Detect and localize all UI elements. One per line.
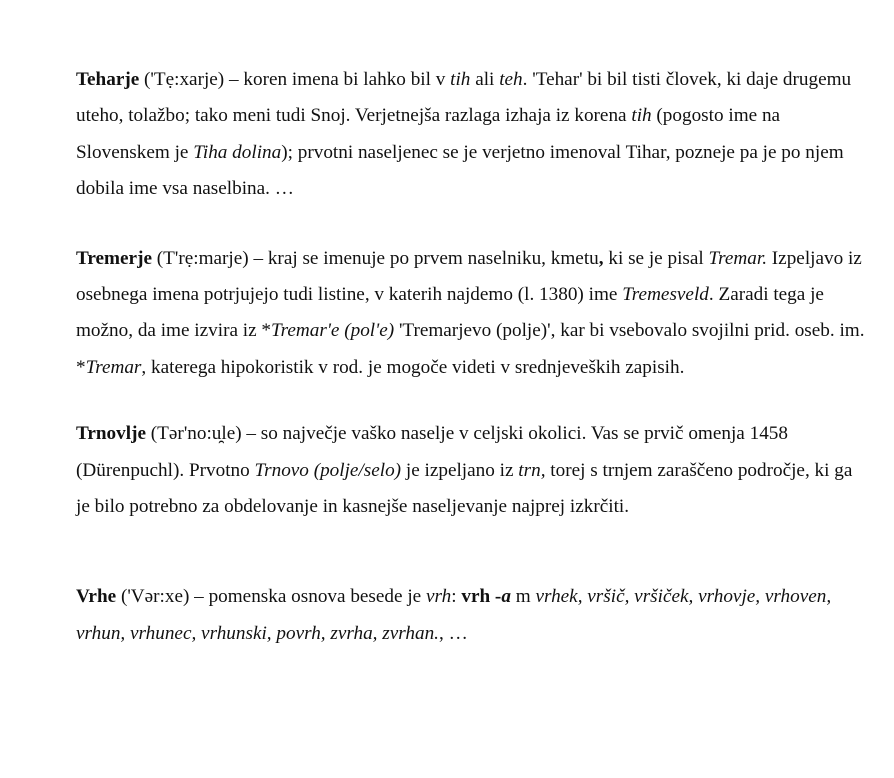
text-segment: Tremar. [708, 247, 767, 269]
entry-headword: Vrhe [76, 586, 117, 608]
text-segment: Izpeljavo iz osebnega imena potrjujejo tudi listine, v katerih najdemo (l. 1380) ime [76, 247, 862, 306]
text-segment: : [451, 586, 462, 608]
entry-headword: Tremerje [76, 247, 152, 269]
text-segment: teh [499, 69, 523, 90]
text-segment: ki se je pisal [603, 247, 709, 269]
text-segment: (pogosto ime na Slovenskem je [76, 105, 781, 163]
text-segment: Tremesveld [622, 284, 709, 306]
text-segment: Tremar'e (pol'e) [271, 320, 395, 342]
text-segment: ali [470, 69, 500, 90]
entry-teharje [76, 62, 866, 208]
text-segment: Trnovo (polje/selo) [254, 459, 402, 481]
text-segment: tih [631, 105, 652, 127]
text-segment: tih [450, 69, 471, 90]
text-segment: (Tər'no:u̯le) – so največje vaško naselje v celjski okolici. Vas se prvič omenja 1458 (Dürenpuchl). Prvotno [76, 423, 788, 481]
text-segment: vrhek, vršič, vršiček, vrhovje, vrhoven, vrhun, vrhunec, vrhunski, povrh, zvrha, zvrhan. [76, 586, 832, 644]
entry-text [76, 423, 852, 517]
entry-tremerje [76, 241, 866, 387]
text-segment: a [501, 586, 511, 608]
text-segment: , … [438, 622, 468, 644]
entry-trnovlje [76, 416, 866, 525]
text-segment: ('Vər:xe) – pomenska osnova besede je [116, 586, 426, 608]
entry-text [76, 586, 831, 643]
text-segment: vrh - [461, 586, 502, 608]
entry-text [76, 248, 865, 378]
text-segment: ('Tẹ:xarje) – koren imena bi lahko bil v [139, 69, 451, 90]
text-segment: (T'rẹ:marje) – kraj se imenuje po prvem naselniku, kmetu [151, 247, 599, 269]
text-segment: je izpeljano iz [401, 459, 519, 481]
text-segment: Tiha dolina [193, 141, 282, 163]
entry-vrhe [76, 579, 866, 652]
text-segment: trn, [518, 459, 546, 481]
text-segment: , [598, 247, 604, 269]
text-segment: . 'Tehar' bi bil tisti človek, ki daje drugemu uteho, tolažbo; tako meni tudi Snoj. Verjetnejša razlaga izhaja iz korena [76, 69, 852, 127]
text-segment: m [510, 586, 536, 608]
text-segment: vrh [425, 586, 452, 608]
text-segment: ); prvotni naseljenec se je verjetno imenoval Tihar, pozneje pa je po njem dobila ime vsa naselbina. … [76, 141, 844, 200]
entry-headword: Trnovlje [76, 423, 146, 445]
text-segment: , katerega hipokoristik v rod. je mogoče videti v srednjeveških zapisih. [141, 356, 685, 378]
entry-text [76, 69, 851, 199]
text-segment: Tremar [85, 356, 142, 378]
text-segment: . Zaradi tega je možno, da ime izvira iz * [76, 284, 824, 342]
document-page [76, 62, 866, 652]
text-segment: 'Tremarjevo (polje)', kar bi vsebovalo svojilni prid. oseb. im. * [76, 320, 865, 378]
text-segment: torej s trnjem zaraščeno področje, ki ga je bilo potrebno za obdelovanje in kasnejše naseljevanje najprej izkrčiti. [76, 459, 853, 518]
entry-headword: Teharje [76, 69, 140, 90]
